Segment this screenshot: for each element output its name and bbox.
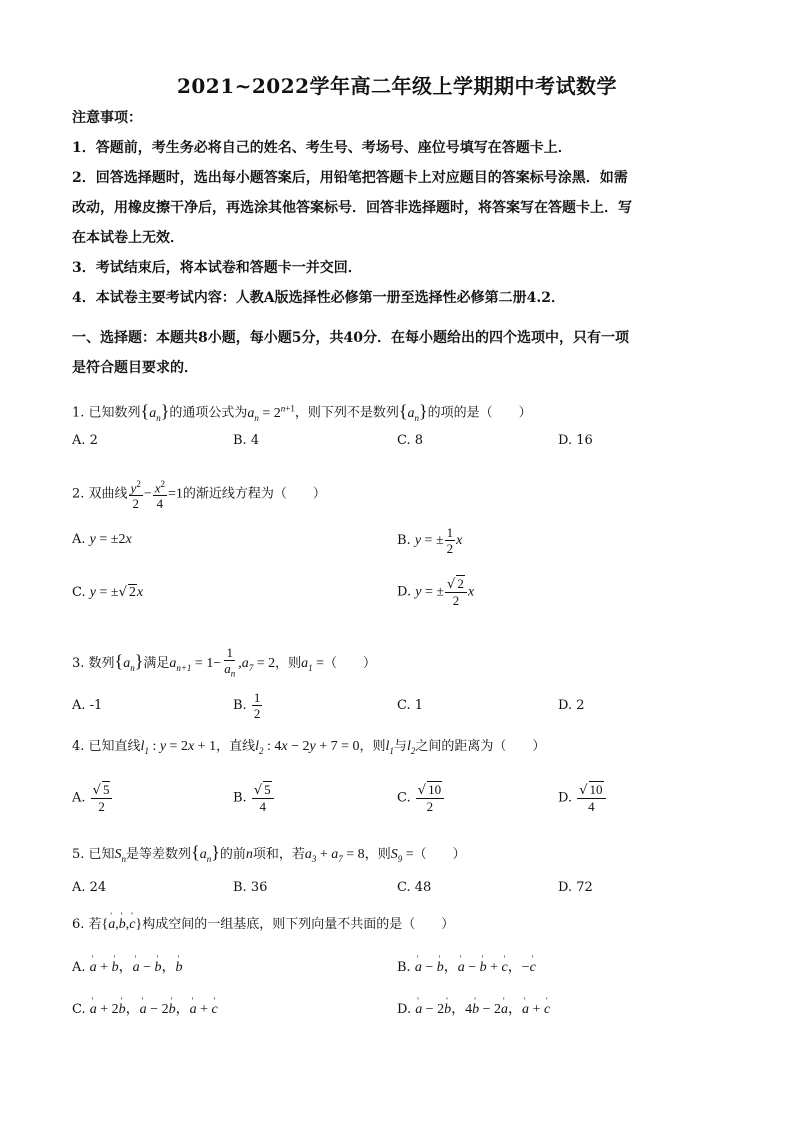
section-1-heading-b: 是符合题目要求的．: [72, 360, 198, 376]
q6-option-a[interactable]: A. ' a + ' b，' a − ' b，' b: [72, 958, 182, 978]
q2-option-c[interactable]: C. y = ±√ 2x: [72, 585, 144, 600]
q3-option-d[interactable]: D. 2: [558, 698, 585, 713]
question-4: 4. 已知直线$l_1$ : y = 2x + 1，直线$l_2$ : 4x − 2y + 7 = 0，则$l_1$与$l_2$之间的距离为（ ）: [72, 739, 546, 756]
q4-option-b[interactable]: B. $\frac{√ 5}{4}$: [233, 782, 275, 814]
q2-option-b[interactable]: B. y = ± $\frac{1}{2}$ x: [397, 525, 463, 556]
q1-option-b[interactable]: B. 4: [233, 433, 260, 448]
q4-option-d[interactable]: D. $\frac{√ 10}{4}$: [558, 782, 607, 814]
page-title: 2021~2022学年高二年级上学期期中考试数学: [176, 74, 618, 98]
q2-option-d[interactable]: D. y = ± $\frac{√ 2}{2}$ x: [397, 576, 475, 608]
question-3: 3. 数列$\{a_n\}$满足$a_{n+1} = 1-$ $\frac{1}{a_n}$ $,a_7 = 2$，则$a_1$ =（ ）: [72, 645, 377, 679]
q5-option-a[interactable]: A. 24: [72, 880, 107, 895]
notes-heading: 注意事项：: [72, 110, 142, 126]
q4-option-a[interactable]: A. $\frac{√ 5}{2}$: [72, 782, 113, 814]
q1-option-a[interactable]: A. 2: [72, 433, 98, 448]
q3-option-c[interactable]: C. 1: [397, 698, 424, 713]
note-4: 4．本试卷主要考试内容：人教A版选择性必修第一册至选择性必修第二册4.2．: [72, 290, 565, 306]
q6-option-b[interactable]: B. ' a − ' b，' a − ' b + ' c，−' c: [397, 958, 536, 978]
q6-option-c[interactable]: C. ' a + 2' b，' a − 2' b，' a + ' c: [72, 1000, 218, 1020]
q3-option-a[interactable]: A. -1: [72, 698, 103, 713]
q5-option-b[interactable]: B. 36: [233, 880, 268, 895]
note-2a: 2．回答选择题时，选出每小题答案后，用铅笔把答题卡上对应题目的答案标号涂黑．如需: [72, 170, 628, 186]
note-2b: 改动，用橡皮擦干净后，再选涂其他答案标号．回答非选择题时，将答案写在答题卡上．写: [72, 200, 632, 216]
q1-option-c[interactable]: C. 8: [397, 433, 424, 448]
q2-option-a[interactable]: A. y = ±2x: [72, 532, 132, 547]
note-1: 1．答题前，考生务必将自己的姓名、考生号、考场号、座位号填写在答题卡上．: [72, 140, 572, 156]
question-2: 2. 双曲线 $\frac{y^2}{2}$ − $\frac{x^2}{4}$ =1的渐近线方程为（ ）: [72, 479, 326, 512]
q5-option-c[interactable]: C. 48: [397, 880, 432, 895]
q4-option-c[interactable]: C. $\frac{√ 10}{2}$: [397, 782, 445, 814]
note-3: 3．考试结束后，将本试卷和答题卡一并交回．: [72, 260, 362, 276]
question-6: 6. 若{' a,' b,' c}构成空间的一组基底，则下列向量不共面的是（ ）: [72, 915, 454, 935]
question-1: 1. 已知数列$\{a_n\}$的通项公式为$a_n = 2^{n+1}$，则下列不是数列$\{a_n\}$的项的是（ ）: [72, 400, 532, 423]
q5-option-d[interactable]: D. 72: [558, 880, 593, 895]
q1-option-d[interactable]: D. 16: [558, 433, 593, 448]
question-5: 5. 已知$S_n$是等差数列$\{a_n\}$的前n项和，若$a_3 + a_7 = 8$，则$S_9$ =（ ）: [72, 842, 466, 864]
section-1-heading-a: 一、选择题：本题共8小题，每小题5分，共40分．在每小题给出的四个选项中，只有一项: [72, 330, 629, 346]
q6-option-d[interactable]: D. ' a − 2' b，4' b − 2' a，' a + ' c: [397, 1000, 550, 1020]
q3-option-b[interactable]: B. $\frac{1}{2}$: [233, 690, 261, 721]
note-2c: 在本试卷上无效．: [72, 230, 184, 246]
